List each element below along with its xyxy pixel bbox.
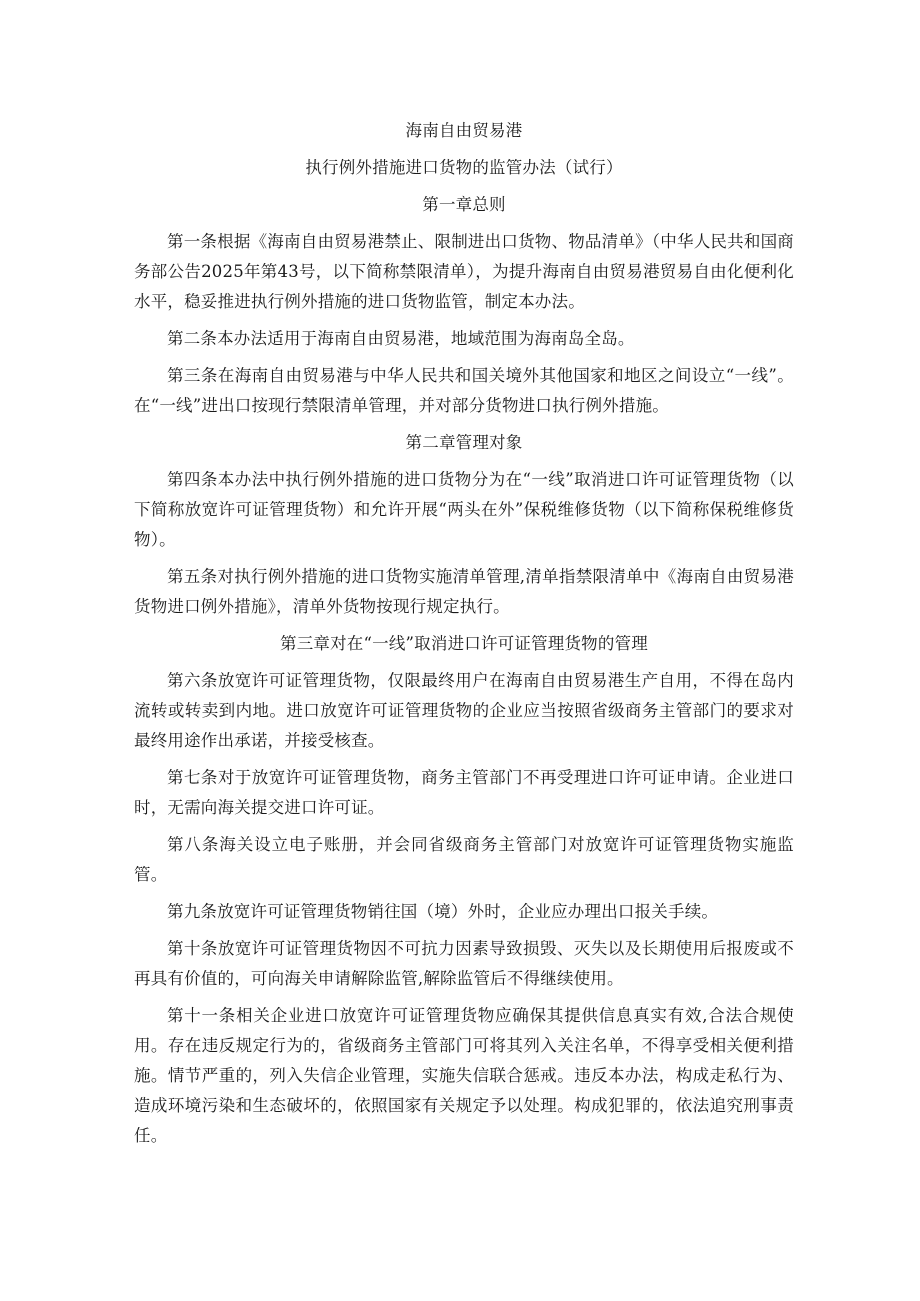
article-paragraph: 第二条本办法适用于海南自由贸易港，地域范围为海南岛全岛。 — [167, 329, 635, 348]
article-paragraph: 第十一条相关企业进口放宽许可证管理货物应确保其提供信息真实有效,合法合规使用。存在违反规定行为的，省级商务主管部门可将其列入关注名单，不得享受相关便利措施。情节严重的，列入失信企业管理，实施失信联合惩戒。违反本办法，构成走私行为、造成环境污染和生态破坏的，依照国家有关规定予以处理。构成犯罪的，依法追究刑事责任。 — [134, 1006, 794, 1145]
chapter-heading: 第三章对在“一线”取消进口许可证管理货物的管理 — [280, 634, 648, 653]
article-paragraph: 第五条对执行例外措施的进口货物实施清单管理,清单指禁限清单中《海南自由贸易港货物进口例外措施》，清单外货物按现行规定执行。 — [134, 567, 794, 616]
article-paragraph: 第七条对于放宽许可证管理货物，商务主管部门不再受理进口许可证申请。企业进口时，无需向海关提交进口许可证。 — [134, 768, 794, 817]
chapter-heading: 第二章管理对象 — [405, 433, 523, 452]
chapter-heading: 第一章总则 — [422, 195, 506, 214]
document-title-line-1: 海南自由贸易港 — [405, 121, 523, 140]
document-title-line-2: 执行例外措施进口货物的监管办法（试行） — [305, 158, 623, 177]
article-paragraph: 第九条放宽许可证管理货物销往国（境）外时，企业应办理出口报关手续。 — [167, 902, 719, 921]
article-paragraph: 第八条海关设立电子账册，并会同省级商务主管部门对放宽许可证管理货物实施监管。 — [134, 835, 794, 884]
document-body — [134, 116, 794, 1158]
article-paragraph: 第十条放宽许可证管理货物因不可抗力因素导致损毁、灭失以及长期使用后报废或不再具有价值的，可向海关申请解除监管,解除监管后不得继续使用。 — [134, 939, 794, 988]
article-paragraph: 第六条放宽许可证管理货物，仅限最终用户在海南自由贸易港生产自用，不得在岛内流转或转卖到内地。进口放宽许可证管理货物的企业应当按照省级商务主管部门的要求对最终用途作出承诺，并接受核查。 — [134, 671, 794, 750]
article-paragraph: 第四条本办法中执行例外措施的进口货物分为在“一线”取消进口许可证管理货物（以下简称放宽许可证管理货物）和允许开展“两头在外”保税维修货物（以下简称保税维修货物）。 — [134, 470, 794, 549]
article-paragraph: 第一条根据《海南自由贸易港禁止、限制进出口货物、物品清单》（中华人民共和国商务部公告2025年第43号，以下简称禁限清单），为提升海南自由贸易港贸易自由化便利化水平，稳妥推进执行例外措施的进口货物监管，制定本办法。 — [134, 232, 794, 311]
article-paragraph: 第三条在海南自由贸易港与中华人民共和国关境外其他国家和地区之间设立“一线”。在“一线”进出口按现行禁限清单管理，并对部分货物进口执行例外措施。 — [134, 366, 794, 415]
